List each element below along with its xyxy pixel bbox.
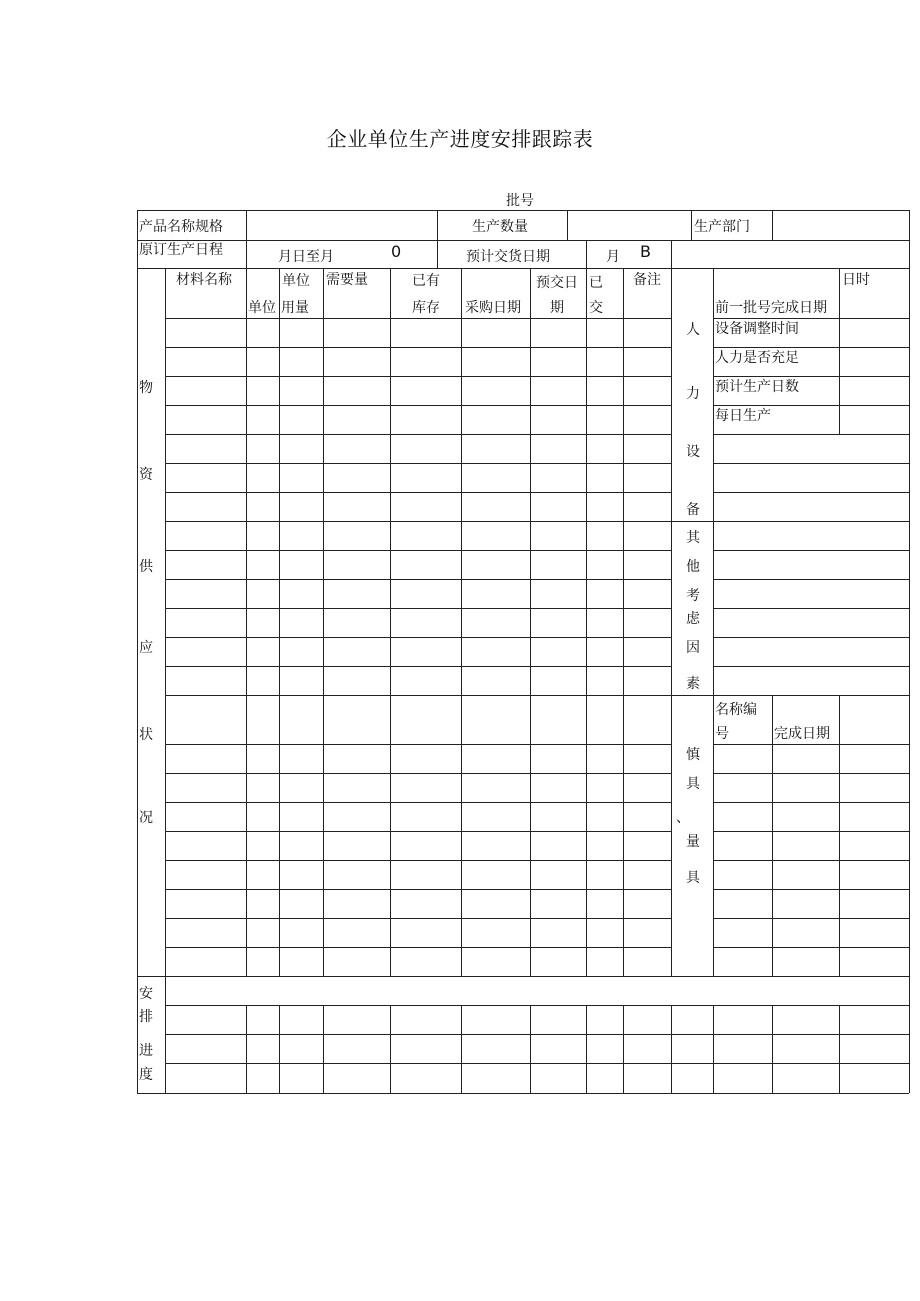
grid-line xyxy=(713,947,909,948)
purchase-date-header: 采购日期 xyxy=(465,300,521,316)
remarks-header: 备注 xyxy=(633,272,661,288)
tools-group-char: 具 xyxy=(686,870,700,886)
product-name-spec-label: 产品名称规格 xyxy=(139,219,223,235)
grid-line xyxy=(713,268,714,976)
other-factors-char: 考 xyxy=(686,588,700,604)
grid-line xyxy=(671,695,909,696)
grid-line xyxy=(165,463,671,464)
grid-line xyxy=(246,210,247,240)
grid-line xyxy=(772,1005,773,1093)
grid-line xyxy=(165,947,671,948)
grid-line xyxy=(713,434,909,435)
grid-line xyxy=(839,268,840,318)
unit-header: 单位 xyxy=(248,300,276,316)
grid-line xyxy=(437,240,438,268)
grid-line xyxy=(713,492,909,493)
manpower-group-char: 备 xyxy=(686,502,700,518)
name-number-header-bottom: 号 xyxy=(715,726,729,742)
schedule-range-text: 月日至月 xyxy=(278,249,334,265)
grid-line xyxy=(246,1005,247,1093)
other-factors-char: 因 xyxy=(686,640,700,656)
manpower-group-char: 力 xyxy=(686,386,700,402)
material-section-char: 况 xyxy=(139,810,153,826)
grid-line xyxy=(713,918,909,919)
grid-line xyxy=(713,1005,714,1093)
page-title: 企业单位生产进度安排跟踪表 xyxy=(326,127,594,151)
grid-line xyxy=(671,521,909,522)
grid-line xyxy=(165,1034,909,1035)
grid-line xyxy=(165,1063,909,1064)
schedule-section-char: 进 xyxy=(139,1043,153,1059)
grid-line xyxy=(165,860,671,861)
grid-line xyxy=(772,210,773,240)
grid-line xyxy=(461,1005,462,1093)
grid-line xyxy=(713,376,909,377)
batch-number-label: 批号 xyxy=(506,193,534,209)
delivered-header-bottom: 交 xyxy=(589,300,603,316)
grid-line xyxy=(713,802,909,803)
schedule-value: 0 xyxy=(391,242,402,261)
required-qty-header: 需要量 xyxy=(326,272,368,288)
delivery-value: B xyxy=(640,242,651,261)
schedule-section-char: 排 xyxy=(139,1009,153,1025)
grid-line xyxy=(713,579,909,580)
grid-line xyxy=(713,666,909,667)
grid-line xyxy=(909,210,910,1093)
unit-usage-header-top: 单位 xyxy=(282,273,310,289)
pre-delivery-header-bottom: 期 xyxy=(550,300,564,316)
other-factors-char: 他 xyxy=(686,559,700,575)
tools-group-char: 、 xyxy=(676,810,690,826)
delivered-header-top: 已 xyxy=(589,275,603,291)
grid-line xyxy=(165,666,671,667)
grid-line xyxy=(671,240,672,268)
daily-production-label: 每日生产 xyxy=(715,408,771,424)
manpower-sufficient-label: 人力是否充足 xyxy=(715,350,799,366)
manpower-group-char: 人 xyxy=(686,322,700,338)
grid-line xyxy=(165,268,166,976)
grid-line xyxy=(165,521,671,522)
grid-line xyxy=(530,1005,531,1093)
grid-line xyxy=(279,268,280,976)
grid-line xyxy=(586,240,587,268)
manpower-group-char: 设 xyxy=(686,444,700,460)
expected-production-days-label: 预计生产日数 xyxy=(715,379,799,395)
grid-line xyxy=(165,405,671,406)
grid-line xyxy=(623,1005,624,1093)
grid-line xyxy=(323,268,324,976)
grid-line xyxy=(246,240,247,268)
delivery-month-text: 月 xyxy=(606,249,620,265)
grid-line xyxy=(713,463,909,464)
grid-line xyxy=(671,1005,672,1093)
expected-delivery-label: 预计交货日期 xyxy=(466,249,550,265)
grid-line xyxy=(530,268,531,976)
other-factors-char: 虑 xyxy=(686,611,700,627)
grid-line xyxy=(713,550,909,551)
tools-group-char: 具 xyxy=(686,776,700,792)
production-qty-label: 生产数量 xyxy=(472,219,528,235)
grid-line xyxy=(713,860,909,861)
grid-line xyxy=(713,318,909,319)
prev-batch-completion-label: 前一批号完成日期 xyxy=(715,300,827,316)
production-dept-label: 生产部门 xyxy=(694,219,750,235)
completion-date-header: 完成日期 xyxy=(774,726,830,742)
grid-line xyxy=(165,695,671,696)
grid-line xyxy=(567,210,568,240)
grid-line xyxy=(839,695,840,976)
material-section-char: 状 xyxy=(139,727,153,743)
grid-line xyxy=(137,210,909,211)
existing-stock-header-top: 已有 xyxy=(412,273,440,289)
tools-group-char: 慎 xyxy=(686,747,700,763)
grid-line xyxy=(165,637,671,638)
grid-line xyxy=(165,579,671,580)
grid-line xyxy=(137,240,909,241)
material-section-char: 资 xyxy=(139,467,153,483)
grid-line xyxy=(586,268,587,976)
pre-delivery-header-top: 预交日 xyxy=(536,275,578,291)
grid-line xyxy=(713,347,909,348)
unit-usage-header-bottom: 用量 xyxy=(281,300,309,316)
grid-line xyxy=(165,773,671,774)
grid-line xyxy=(839,1005,840,1093)
grid-line xyxy=(390,1005,391,1093)
tools-group-char: 量 xyxy=(686,834,700,850)
existing-stock-header-bottom: 库存 xyxy=(412,300,440,316)
schedule-section-char: 度 xyxy=(139,1067,153,1083)
grid-line xyxy=(713,831,909,832)
grid-line xyxy=(461,268,462,976)
other-factors-char: 其 xyxy=(686,530,700,546)
material-section-char: 供 xyxy=(139,559,153,575)
material-section-char: 应 xyxy=(139,640,153,656)
grid-line xyxy=(165,434,671,435)
grid-line xyxy=(437,210,438,240)
grid-line xyxy=(713,773,909,774)
material-section-char: 物 xyxy=(139,380,153,396)
original-schedule-label: 原订生产日程 xyxy=(139,242,223,258)
grid-line xyxy=(137,210,138,1093)
grid-line xyxy=(772,695,773,976)
grid-line xyxy=(165,347,671,348)
grid-line xyxy=(165,492,671,493)
grid-line xyxy=(390,268,391,976)
grid-line xyxy=(165,831,671,832)
grid-line xyxy=(586,1005,587,1093)
grid-line xyxy=(323,1005,324,1093)
grid-line xyxy=(137,976,909,977)
date-time-header: 日时 xyxy=(842,272,870,288)
grid-line xyxy=(623,268,624,976)
schedule-section-char: 安 xyxy=(139,986,153,1002)
grid-line xyxy=(279,1005,280,1093)
grid-line xyxy=(671,268,672,976)
grid-line xyxy=(165,744,671,745)
grid-line xyxy=(165,318,671,319)
grid-line xyxy=(137,1093,909,1094)
grid-line xyxy=(165,550,671,551)
grid-line xyxy=(165,376,671,377)
material-name-header: 材料名称 xyxy=(176,272,232,288)
grid-line xyxy=(165,918,671,919)
grid-line xyxy=(165,889,671,890)
grid-line xyxy=(713,405,909,406)
grid-line xyxy=(713,744,909,745)
equipment-adjust-time-label: 设备调整时间 xyxy=(715,321,799,337)
name-number-header-top: 名称编 xyxy=(715,702,757,718)
grid-line xyxy=(165,608,671,609)
grid-line xyxy=(691,210,692,240)
grid-line xyxy=(165,1005,909,1006)
grid-line xyxy=(839,318,840,434)
other-factors-char: 素 xyxy=(686,676,700,692)
grid-line xyxy=(137,268,909,269)
grid-line xyxy=(713,608,909,609)
grid-line xyxy=(713,637,909,638)
grid-line xyxy=(165,802,671,803)
grid-line xyxy=(246,268,247,976)
grid-line xyxy=(713,889,909,890)
